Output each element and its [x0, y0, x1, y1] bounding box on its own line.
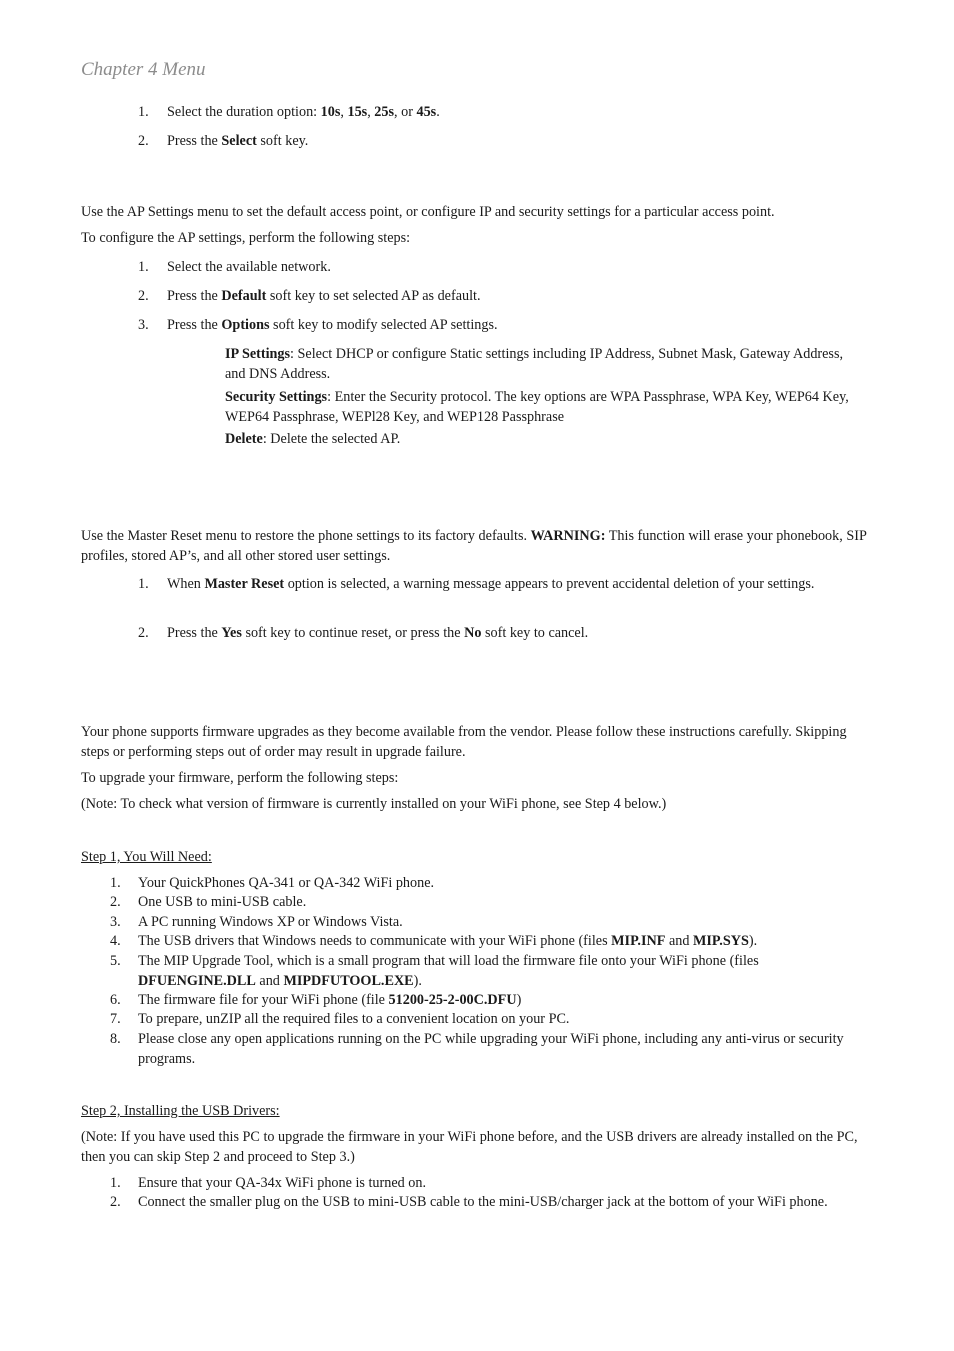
document-page: Chapter 4 Menu 1. Select the duration option: 10s, 15s, 25s, or 45s. 2. Press the Select soft key. Use the AP Settings menu to set the default access point, or configure IP and security settings for a particular access point. To configure the AP settings, perform the following steps: 1. Select the available network. 2. Press the Default soft key to set selected AP as default. 3. Press the Options soft key to modify selected AP settings. IP Settings: Select DHCP or configure Static settings including IP Address, Subnet Mask, Gateway Address, and DNS Address. Security Settings: Enter the Security protocol. The key options are WPA Passphrase, WPA Key, WEP64 Key, WEP64 Passphrase, WEPl28 Key, and WEP128 Passphrase Delete: Delete the selected AP. Use the Master Reset menu to restore the phone settings to its factory defaults. WARNING: This function will erase your phonebook, SIP profiles, stored AP’s, and all other stored user settings. 1. When Master Reset option is selected, a warning message appears to prevent accidental deletion of your settings. 2. Press the Yes soft key to continue reset, or press the No soft key to cancel. Your phone supports firmware upgrades as they become available from the vendor. Please follow these instructions carefully. Skipping steps or performing steps out of order may result in upgrade failure. To upgrade your firmware, perform the following steps: (Note: To check what version of firmware is currently installed on your WiFi phone, see Step 4 below.) Step 1, You Will Need: 1. Your QuickPhones QA-341 or QA-342 WiFi phone. 2. One USB to mini-USB cable. 3. A PC running Windows XP or Windows Vista. 4. The USB drivers that Windows needs to communicate with your WiFi phone (files MIP.INF and MIP.SYS). 5. The MIP Upgrade Tool, which is a small program that will load the firmware file onto your WiFi phone (files DFUENGINE.DLL and MIPDFUTOOL.EXE). 6. The firmware file for your WiFi phone (file 51200-25-2-00C.DFU) 7. To prepare, unZIP all the required files to a convenient location on your PC. 8. Please close any open applications running on the PC while upgrading your WiFi phone, including any anti-virus or security programs. Step 2, Installing the USB Drivers: (Note: If you have used this PC to upgrade the firmware in your WiFi phone before, and the USB drivers are already installed on the PC, then you can skip Step 2 and proceed to Step 3.) 1. Ensure that your QA-34x WiFi phone is turned on. 2. Connect the smaller plug on the USB to mini-USB cable to the mini-USB/charger jack at the bottom of your WiFi phone. — [0, 0, 954, 1351]
step2-heading: Step 2, Installing the USB Drivers: — [81, 1103, 280, 1119]
ap-settings-steps-intro: To configure the AP settings, perform the following steps: — [81, 230, 411, 246]
master-reset-intro: Use the Master Reset menu to restore the phone settings to its factory defaults. WARNING: This function will erase your phonebook, SIP profiles, stored AP’s, and all other stored user settings. — [81, 528, 867, 564]
step1-heading: Step 1, You Will Need: — [81, 849, 212, 865]
delete-option: Delete: Delete the selected AP. — [225, 431, 401, 447]
firmware-intro: Your phone supports firmware upgrades as they become available from the vendor. Please follow these instructions carefully. Skipping steps or performing steps out of order may result in upgrade failure. — [81, 724, 847, 760]
ap-settings-intro: Use the AP Settings menu to set the default access point, or configure IP and security settings for a particular access point. — [81, 204, 775, 220]
step2-note: (Note: If you have used this PC to upgrade the firmware in your WiFi phone before, and the USB drivers are already installed on the PC, then you can skip Step 2 and proceed to Step 3.) — [81, 1129, 858, 1165]
ip-settings-option: IP Settings: Select DHCP or configure Static settings including IP Address, Subnet Mask, Gateway Address, and DNS Address. — [225, 346, 844, 382]
chapter-header: Chapter 4 Menu — [81, 59, 206, 80]
firmware-note: (Note: To check what version of firmware is currently installed on your WiFi phone, see Step 4 below.) — [81, 796, 667, 812]
security-settings-option: Security Settings: Enter the Security protocol. The key options are WPA Passphrase, WPA Key, WEP64 Key, WEP64 Passphrase, WEPl28 Key, and WEP128 Passphrase — [225, 389, 849, 425]
firmware-steps-intro: To upgrade your firmware, perform the following steps: — [81, 770, 399, 786]
